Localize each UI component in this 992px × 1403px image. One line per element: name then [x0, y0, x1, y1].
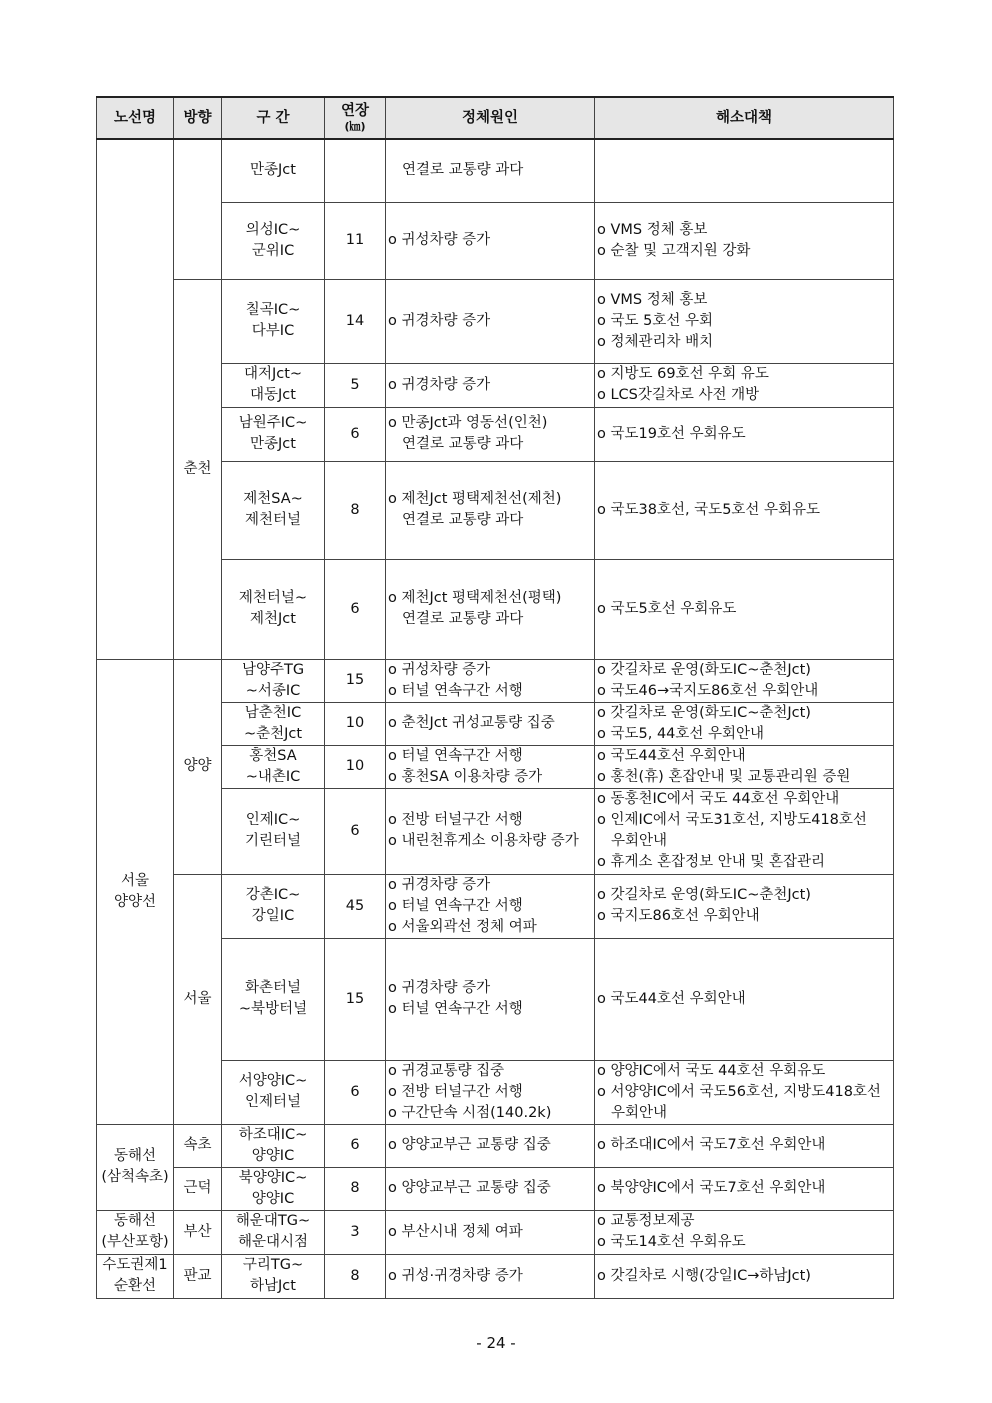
cause-line: o 구간단속 시점(140.2k): [388, 1104, 552, 1121]
measure-line: o 국도44호선 우회안내: [597, 747, 746, 764]
measure-line: o 국도5호선 우회유도: [597, 600, 737, 617]
cause-line: o 서울외곽선 정체 여파: [388, 918, 537, 935]
table-row: [97, 1210, 894, 1254]
table-row: [97, 1254, 894, 1298]
measure-line: o 양양IC에서 국도 44호선 우회유도: [597, 1062, 826, 1079]
direction-cell: 부산: [174, 1210, 222, 1254]
length-cell: 3: [325, 1210, 386, 1254]
direction-cell: 근덕: [174, 1167, 222, 1210]
measure-cell: [595, 559, 894, 659]
route-cell: 동해선 (삼척속초): [97, 1124, 174, 1210]
measure-cell: [595, 702, 894, 745]
section-cell: 화촌터널 ~북방터널: [222, 938, 325, 1060]
header-length: [325, 97, 386, 139]
cause-line: 연결로 교통량 과다: [402, 162, 524, 179]
table-row: [97, 659, 894, 702]
page-number: - 24 -: [476, 1334, 516, 1352]
measure-cell: [595, 1060, 894, 1124]
section-cell: 남원주IC~ 만종Jct: [222, 407, 325, 461]
header-length-unit: (㎞): [344, 120, 366, 133]
measure-line: o VMS 정체 홍보: [597, 221, 708, 238]
cause-line: 연결로 교통량 과다: [402, 512, 524, 528]
measure-cell: [595, 1210, 894, 1254]
table-row: [97, 139, 894, 202]
cause-cell: [386, 1254, 595, 1298]
measure-cell: [595, 139, 894, 202]
measure-line: o 국도14호선 우회유도: [597, 1234, 746, 1250]
cause-line: o 양양교부근 교통량 집중: [388, 1137, 551, 1153]
cause-line: o 터널 연속구간 서행: [388, 897, 523, 914]
cause-cell: [386, 874, 595, 938]
route-cell: 서울 양양선: [97, 659, 174, 1124]
length-cell: 14: [325, 279, 386, 363]
measure-line: 우회안내: [611, 1104, 668, 1121]
measure-cell: [595, 279, 894, 363]
length-cell: 6: [325, 1060, 386, 1124]
measure-line: o 갓길차로 운영(화도IC~춘천Jct): [597, 704, 811, 721]
cause-line: 연결로 교통량 과다: [402, 611, 524, 627]
cause-cell: [386, 139, 595, 202]
cause-line: o 내린천휴게소 이용차량 증가: [388, 833, 579, 849]
measure-cell: [595, 788, 894, 874]
measure-cell: [595, 745, 894, 788]
table-row: [97, 1167, 894, 1210]
header-section: 구 간: [222, 97, 325, 139]
measure-cell: [595, 874, 894, 938]
header-direction: 방향: [174, 97, 222, 139]
measure-cell: [595, 1254, 894, 1298]
measure-line: o 하조대IC에서 국도7호선 우회안내: [597, 1137, 826, 1153]
cause-line: o 귀성차량 증가: [388, 661, 491, 678]
cause-cell: [386, 279, 595, 363]
header-row: [97, 97, 894, 139]
section-cell: 해운대TG~ 해운대시점: [222, 1210, 325, 1254]
measure-cell: [595, 461, 894, 559]
direction-cell: 판교: [174, 1254, 222, 1298]
measure-cell: [595, 363, 894, 407]
length-cell: 15: [325, 659, 386, 702]
cause-cell: [386, 202, 595, 279]
measure-line: o 국도44호선 우회안내: [597, 990, 746, 1007]
measure-line: o 동홍천IC에서 국도 44호선 우회안내: [597, 791, 840, 807]
length-cell: 11: [325, 202, 386, 279]
measure-line: o 국도46→국지도86호선 우회안내: [597, 682, 819, 699]
cause-line: o 전방 터널구간 서행: [388, 812, 523, 828]
length-cell: 45: [325, 874, 386, 938]
length-cell: 10: [325, 745, 386, 788]
direction-cell: 서울: [174, 874, 222, 1124]
cause-line: o 귀경차량 증가: [388, 980, 491, 996]
measure-line: o 국도38호선, 국도5호선 우회유도: [597, 501, 821, 518]
header-length-label: 연장: [340, 103, 369, 119]
cause-cell: [386, 938, 595, 1060]
measure-line: o 인제IC에서 국도31호선, 지방도418호선: [597, 812, 867, 828]
length-cell: 6: [325, 407, 386, 461]
section-cell: 제천SA~ 제천터널: [222, 461, 325, 559]
table-row: [97, 279, 894, 363]
section-cell: 제천터널~ 제천Jct: [222, 559, 325, 659]
measure-cell: [595, 659, 894, 702]
cause-line: o 춘천Jct 귀성교통량 집중: [388, 715, 555, 731]
measure-line: o 정체관리차 배치: [597, 333, 714, 350]
cause-cell: [386, 363, 595, 407]
cause-line: o 귀경교통량 집중: [388, 1062, 505, 1079]
section-cell: 만종Jct: [222, 139, 325, 202]
length-cell: 6: [325, 1124, 386, 1167]
measure-line: o 교통정보제공: [597, 1213, 695, 1229]
cause-line: o 터널 연속구간 서행: [388, 1001, 523, 1017]
measure-line: o 갓길차로 운영(화도IC~춘천Jct): [597, 661, 811, 678]
length-cell: 5: [325, 363, 386, 407]
cause-cell: [386, 659, 595, 702]
direction-cell: 춘천: [174, 279, 222, 659]
section-cell: 칠곡IC~ 다부IC: [222, 279, 325, 363]
route-cell: 동해선 (부산포항): [97, 1210, 174, 1254]
cause-cell: [386, 461, 595, 559]
cause-line: o 제천Jct 평택제천선(제천): [388, 491, 562, 507]
measure-line: o 국도19호선 우회유도: [597, 425, 746, 442]
measure-cell: [595, 202, 894, 279]
route-cell: 수도권제1 순환선: [97, 1254, 174, 1298]
section-cell: 하조대IC~ 양양IC: [222, 1124, 325, 1167]
measure-line: o 순찰 및 고객지원 강화: [597, 242, 751, 259]
congestion-table: [96, 96, 894, 1299]
section-cell: 의성IC~ 군위IC: [222, 202, 325, 279]
cause-line: o 양양교부근 교통량 집중: [388, 1180, 551, 1196]
measure-line: o 휴게소 혼잡정보 안내 및 혼잡관리: [597, 854, 826, 870]
cause-line: o 홍천SA 이용차량 증가: [388, 768, 543, 785]
table-row: [97, 874, 894, 938]
section-cell: 인제IC~ 기린터널: [222, 788, 325, 874]
cause-line: o 귀성·귀경차량 증가: [388, 1267, 523, 1284]
measure-line: o 국지도86호선 우회안내: [597, 908, 760, 924]
measure-line: 우회안내: [611, 833, 668, 849]
cause-line: o 귀경차량 증가: [388, 312, 491, 329]
cause-cell: [386, 1060, 595, 1124]
section-cell: 남양주TG ~서종IC: [222, 659, 325, 702]
section-cell: 대저Jct~ 대동Jct: [222, 363, 325, 407]
header-measure: 해소대책: [595, 97, 894, 139]
cause-line: 연결로 교통량 과다: [402, 436, 524, 452]
measure-line: o 국도5, 44호선 우회안내: [597, 725, 765, 742]
header-route: 노선명: [97, 97, 174, 139]
measure-line: o 홍천(휴) 혼잡안내 및 교통관리원 증원: [597, 768, 851, 785]
length-cell: [325, 139, 386, 202]
section-cell: 홍천SA ~내촌IC: [222, 745, 325, 788]
length-cell: 8: [325, 461, 386, 559]
measure-line: o 서양양IC에서 국도56호선, 지방도418호선: [597, 1083, 881, 1100]
cause-line: o 귀경차량 증가: [388, 876, 491, 893]
header-cause: 정체원인: [386, 97, 595, 139]
measure-cell: [595, 1124, 894, 1167]
cause-cell: [386, 788, 595, 874]
direction-cell: 속초: [174, 1124, 222, 1167]
cause-cell: [386, 702, 595, 745]
cause-line: o 귀성차량 증가: [388, 232, 491, 248]
section-cell: 남춘천IC ~춘천Jct: [222, 702, 325, 745]
length-cell: 6: [325, 788, 386, 874]
direction-cell: 양양: [174, 659, 222, 874]
measure-line: o 지방도 69호선 우회 유도: [597, 366, 769, 382]
length-cell: 8: [325, 1254, 386, 1298]
cause-line: o 만종Jct과 영동선(인천): [388, 415, 548, 431]
table-row: [97, 1124, 894, 1167]
cause-line: o 제천Jct 평택제천선(평택): [388, 590, 562, 606]
measure-line: o 갓길차로 시행(강일IC→하남Jct): [597, 1267, 811, 1284]
length-cell: 6: [325, 559, 386, 659]
section-cell: 서양양IC~ 인제터널: [222, 1060, 325, 1124]
section-cell: 북양양IC~ 양양IC: [222, 1167, 325, 1210]
measure-cell: [595, 407, 894, 461]
cause-cell: [386, 1210, 595, 1254]
measure-line: o 북양양IC에서 국도7호선 우회안내: [597, 1180, 826, 1196]
cause-line: o 전방 터널구간 서행: [388, 1083, 523, 1100]
direction-cell: [174, 139, 222, 279]
measure-line: o VMS 정체 홍보: [597, 291, 708, 308]
route-cell: [97, 139, 174, 659]
measure-line: o 갓길차로 운영(화도IC~춘천Jct): [597, 887, 811, 903]
length-cell: 10: [325, 702, 386, 745]
cause-line: o 터널 연속구간 서행: [388, 747, 523, 764]
measure-line: o 국도 5호선 우회: [597, 312, 713, 329]
length-cell: 8: [325, 1167, 386, 1210]
measure-cell: [595, 1167, 894, 1210]
cause-line: o 귀경차량 증가: [388, 376, 491, 393]
cause-cell: [386, 559, 595, 659]
measure-cell: [595, 938, 894, 1060]
cause-cell: [386, 1167, 595, 1210]
section-cell: 강촌IC~ 강일IC: [222, 874, 325, 938]
cause-line: o 터널 연속구간 서행: [388, 682, 523, 699]
cause-cell: [386, 1124, 595, 1167]
length-cell: 15: [325, 938, 386, 1060]
measure-line: o LCS갓길차로 사전 개방: [597, 387, 760, 403]
section-cell: 구리TG~ 하남Jct: [222, 1254, 325, 1298]
cause-cell: [386, 745, 595, 788]
cause-cell: [386, 407, 595, 461]
cause-line: o 부산시내 정체 여파: [388, 1223, 523, 1240]
